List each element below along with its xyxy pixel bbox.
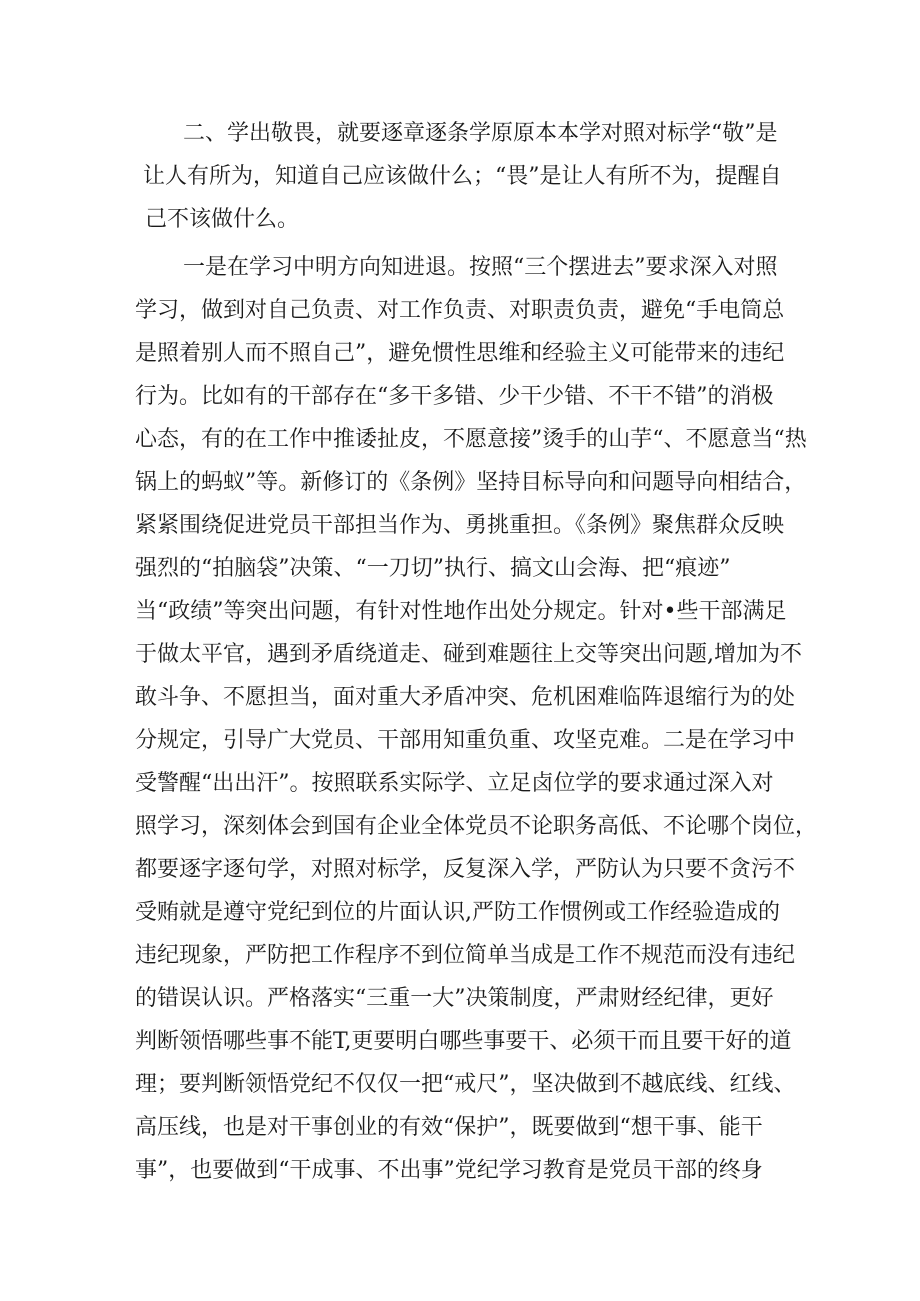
paragraph-2-line-15: 都要逐字逐句学，对照对标学，反复深入学，严防认为只要不贪污不 xyxy=(135,857,796,882)
paragraph-2-line-3: 是照着别人而不照自己”，避免惯性思维和经验主义可能带来的违纪 xyxy=(135,341,785,366)
paragraph-2-line-17: 违纪现象，严防把工作程序不到位简单当成是工作不规范而没有违纪 xyxy=(135,943,796,968)
paragraph-1-line-1: 二、学出敬畏，就要逐章逐条学原原本本学对照对标学“敬”是 xyxy=(183,121,778,146)
paragraph-2-line-10: 于做太平官，遇到矛盾绕道走、碰到难题往上交等突出问题,增加为不 xyxy=(135,642,802,667)
paragraph-1-line-2: 让人有所为，知道自己应该做什么；“畏”是让人有所不为，提醒自 xyxy=(143,164,782,189)
paragraph-2-line-9: 当“政绩”等突出问题，有针对性地作出处分规定。针对•些干部满足 xyxy=(135,599,787,624)
paragraph-2-line-12: 分规定，引导广大党员、干部用知重负重、攻坚克难。二是在学习中 xyxy=(135,728,796,753)
paragraph-2-line-21: 高压线，也是对干事创业的有效“保护”，既要做到“想干事、能干 xyxy=(135,1115,763,1140)
paragraph-2-line-5: 心态，有的在工作中推诿扯皮，不愿意接”烫手的山芋“、不愿意当“热 xyxy=(135,427,807,452)
paragraph-2-line-13: 受警醒“出出汗”。按照联系实际学、立足卤位学的要求通过深入对 xyxy=(135,771,774,796)
paragraph-2-line-6: 锅上的蚂蚁”等。新修订的《条例》坚持目标导向和问题导向相结合， xyxy=(135,470,807,495)
paragraph-2-line-2: 学习，做到对自己负责、对工作负责、对职责负责，避免“手电筒总 xyxy=(135,298,785,323)
paragraph-2-line-20: 理；要判断领悟党纪不仅仅一把“戒尺”，坚决做到不越底线、红线、 xyxy=(135,1072,796,1097)
paragraph-2-line-4: 行为。比如有的干部存在“多干多错、少干少错、不干不错”的消极 xyxy=(135,384,774,409)
paragraph-2-line-18: 的错误认识。严格落实“三重一大”决策制度，严肃财经纪律，更好 xyxy=(135,986,774,1011)
paragraph-1-line-3: 己不该做什么。 xyxy=(145,207,300,232)
paragraph-2-line-16: 受贿就是遵守党纪到位的片面认识,严防工作惯例或工作经验造成的 xyxy=(135,900,780,925)
paragraph-2-line-11: 敢斗争、不愿担当，面对重大矛盾冲突、危机困难临阵退缩行为的处 xyxy=(135,685,796,710)
paragraph-2-line-1: 一是在学习中明方向知进退。按照“三个摆进去”要求深入对照 xyxy=(183,255,778,280)
paragraph-2-line-14: 照学习，深刻体会到国有企业全体党员不论职务高低、不论哪个岗位， xyxy=(135,814,818,839)
paragraph-2-line-7: 紧紧围绕促进党员干部担当作为、勇挑重担。《条例》聚焦群众反映 xyxy=(135,513,785,538)
paragraph-2-line-19: 判断领悟哪些事不能T,更要明白哪些事要干、必须干而且要干好的道 xyxy=(135,1029,792,1054)
paragraph-2-line-8: 强烈的“拍脑袋”决策、“一刀切”执行、搞文山会海、把“痕迹” xyxy=(135,556,731,581)
paragraph-2-line-22: 事”，也要做到“干成事、不出事”党纪学习教育是党员干部的终身 xyxy=(135,1158,763,1183)
